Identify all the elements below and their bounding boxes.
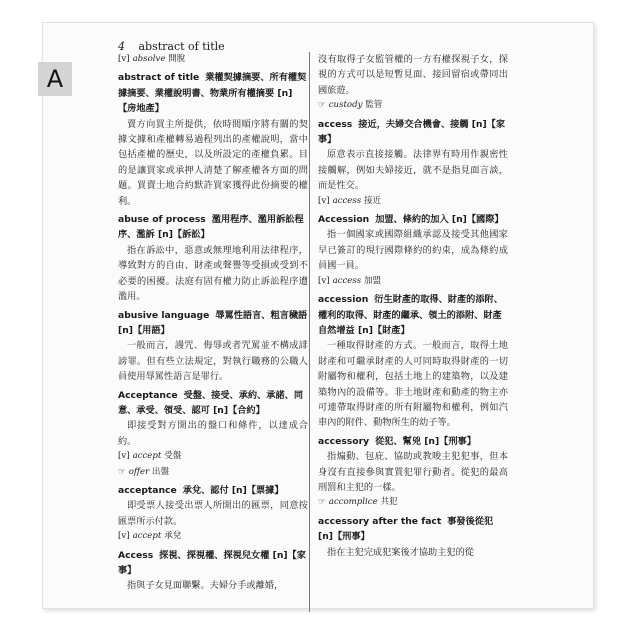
- headword-translation: 濫用程序、濫用訴訟程序、濫訴 [n]【訴訟】: [118, 214, 304, 241]
- entry-definition: 一種取得財產的方式。一般而言，取得土地財產和可繼承財產的人可同時取得財產的一切附屬物和權利，包括土地上的建築物，以及建築物內的設備等。非土地財產和動產的物主亦可連帶取得財產的所有附屬物和權利，例如汽車內的附件、動物所生的幼子等。: [318, 340, 508, 429]
- cross-ref-gloss: 接近: [363, 195, 382, 206]
- cross-ref-gloss: 承兌: [164, 531, 182, 542]
- cross-ref-marker: [v]: [318, 275, 330, 286]
- cross-ref-word: accomplice: [328, 497, 378, 508]
- cross-ref-gloss: 受盤: [164, 451, 182, 462]
- cross-ref-gloss: 監管: [365, 100, 383, 111]
- entry-headword: [118, 548, 308, 579]
- cross-reference: [318, 274, 508, 289]
- headword-term: accessory: [318, 435, 370, 447]
- entry-headword: [118, 308, 308, 339]
- entry-definition-continued: 沒有取得子女監管權的一方有權探視子女，探視的方式可以是短暫見面、接回留宿或帶同出國旅遊。: [318, 54, 508, 96]
- headword-term: abstract of title: [118, 72, 200, 84]
- cross-ref-marker: [v]: [318, 195, 330, 206]
- headword-translation: 衍生財產的取得、財產的添附、權利的取得、財產的繼承、領土的添附、財產自然增益 [n]【財產】: [318, 294, 503, 336]
- entry-headword: [318, 292, 508, 338]
- cross-ref-word: access: [332, 275, 362, 286]
- entry-definition: 即受票人接受出票人所開出的匯票，同意按匯票所示付款。: [118, 500, 308, 527]
- headword-translation: 業權契據摘要、所有權契據摘要、業權說明書、物業所有權摘要 [n]【房地產】: [118, 72, 307, 115]
- cross-ref-word: access: [332, 195, 362, 206]
- headword-term: accessory after the fact: [318, 515, 442, 527]
- cross-reference: [318, 194, 508, 209]
- entry-headword: [318, 212, 508, 227]
- headword-translation: 辱罵性語言、粗言穢語 [n]【用語】: [118, 309, 308, 336]
- headword-term: acceptance: [118, 484, 177, 496]
- headword-translation: 加盟、條約的加入 [n]【國際】: [375, 214, 504, 226]
- cross-ref-word: offer: [128, 466, 150, 477]
- cross-reference: [118, 465, 308, 480]
- cross-reference: [318, 495, 508, 510]
- headword-term: abuse of process: [118, 214, 206, 226]
- cross-ref-gloss: 開脫: [168, 54, 186, 64]
- cross-ref-marker: [v]: [118, 54, 130, 64]
- headword-term: abusive language: [118, 309, 210, 321]
- entry-headword: [118, 483, 308, 498]
- headword-translation: 接近，夫婦交合機會、接觸 [n]【家事】: [318, 118, 506, 146]
- cross-ref-word: custody: [328, 100, 363, 111]
- headword-term: Accession: [318, 214, 370, 226]
- entry-headword: [118, 70, 308, 116]
- cross-ref-marker: [v]: [118, 531, 130, 542]
- thumb-index-letter: A: [38, 62, 72, 96]
- entry-definition: 原意表示直接接觸。法律界有時用作親密性接觸解，例如夫婦接近，就不是指見面言談，而是性交。: [318, 149, 508, 192]
- cross-ref-gloss: 出盤: [151, 466, 170, 477]
- headword-translation: 探視、探視權、探視兒女權 [n]【家事】: [118, 549, 306, 576]
- entry-definition: 指煽動、包庇、協助或教唆主犯犯事，但本身沒有直接參與實質犯罪行動者。從犯的最高刑罰和主犯的一樣。: [318, 451, 508, 493]
- entry-definition: 指在訴訟中，惡意或無理地利用法律程序，導致對方的自由、財產或聲譽等受損或受到不必要的困擾。法庭有固有權力防止訴訟程序遭濫用。: [118, 244, 308, 303]
- cross-reference: [118, 449, 308, 464]
- cross-ref-word: accept: [132, 531, 162, 542]
- entry-definition: 指與子女見面聯繫。夫婦分手或離婚，: [127, 580, 284, 592]
- page-number: 4: [118, 40, 125, 53]
- headword-translation: 承兌、認付 [n]【票據】: [182, 484, 284, 496]
- entry-headword: [118, 212, 308, 243]
- headword-term: access: [318, 118, 353, 130]
- entry-definition: 指一個國家或國際組織承認及接受其他國家早已簽訂的現行國際條約的約束，成為條約成員國一員。: [318, 229, 508, 272]
- entry-definition: 即接受對方開出的盤口和條件，以達成合約。: [118, 420, 308, 447]
- headword-translation: 受盤、接受、承約、承諾、同意、承受、領受、認可 [n]【合約】: [118, 389, 304, 416]
- cross-reference: [118, 529, 308, 544]
- cross-ref-gloss: 共犯: [380, 497, 398, 508]
- headword-translation: 事發後從犯 [n]【刑事】: [318, 515, 494, 543]
- headword-term: Access: [118, 549, 154, 561]
- cross-ref-gloss: 加盟: [363, 275, 382, 286]
- headword-translation: 從犯、幫兇 [n]【刑事】: [375, 435, 476, 447]
- cross-ref-marker: ☞: [118, 466, 126, 477]
- cross-ref-marker: ☞: [318, 100, 326, 111]
- entry-headword: [118, 388, 308, 419]
- cross-ref-word: absolve: [132, 54, 166, 64]
- cross-ref-word: accept: [132, 451, 162, 462]
- headword-term: accession: [318, 294, 369, 306]
- entry-headword: [318, 514, 508, 545]
- entry-headword: [318, 434, 508, 449]
- running-title: abstract of title: [138, 40, 225, 53]
- entry-definition: 一般而言，謾咒、侮辱或者咒罵並不構成誹謗罪。但有些立法規定，對執行職務的公職人員使用辱罵性語言是罪行。: [118, 340, 308, 383]
- right-column: [318, 52, 508, 560]
- entry-headword: [318, 117, 508, 148]
- cross-reference: [118, 52, 308, 67]
- cross-reference: [318, 98, 508, 113]
- cross-ref-marker: ☞: [318, 497, 326, 508]
- left-column: [118, 52, 308, 594]
- column-divider: [309, 52, 310, 612]
- entry-definition: 指在主犯完成犯案後才協助主犯的從: [327, 546, 474, 558]
- cross-ref-marker: [v]: [118, 451, 130, 462]
- headword-term: Acceptance: [118, 389, 178, 401]
- entry-definition: 賣方向買主所提供，依時間順序將有關的契據文據和產權轉易過程列出的產權說明，當中包括產權的歷史，以及所設定的產權負累。目的是讓買家或承押人清楚了解產權各方面的問題。買賣土地合約默許買家獲得此份摘要的權利。: [118, 118, 308, 207]
